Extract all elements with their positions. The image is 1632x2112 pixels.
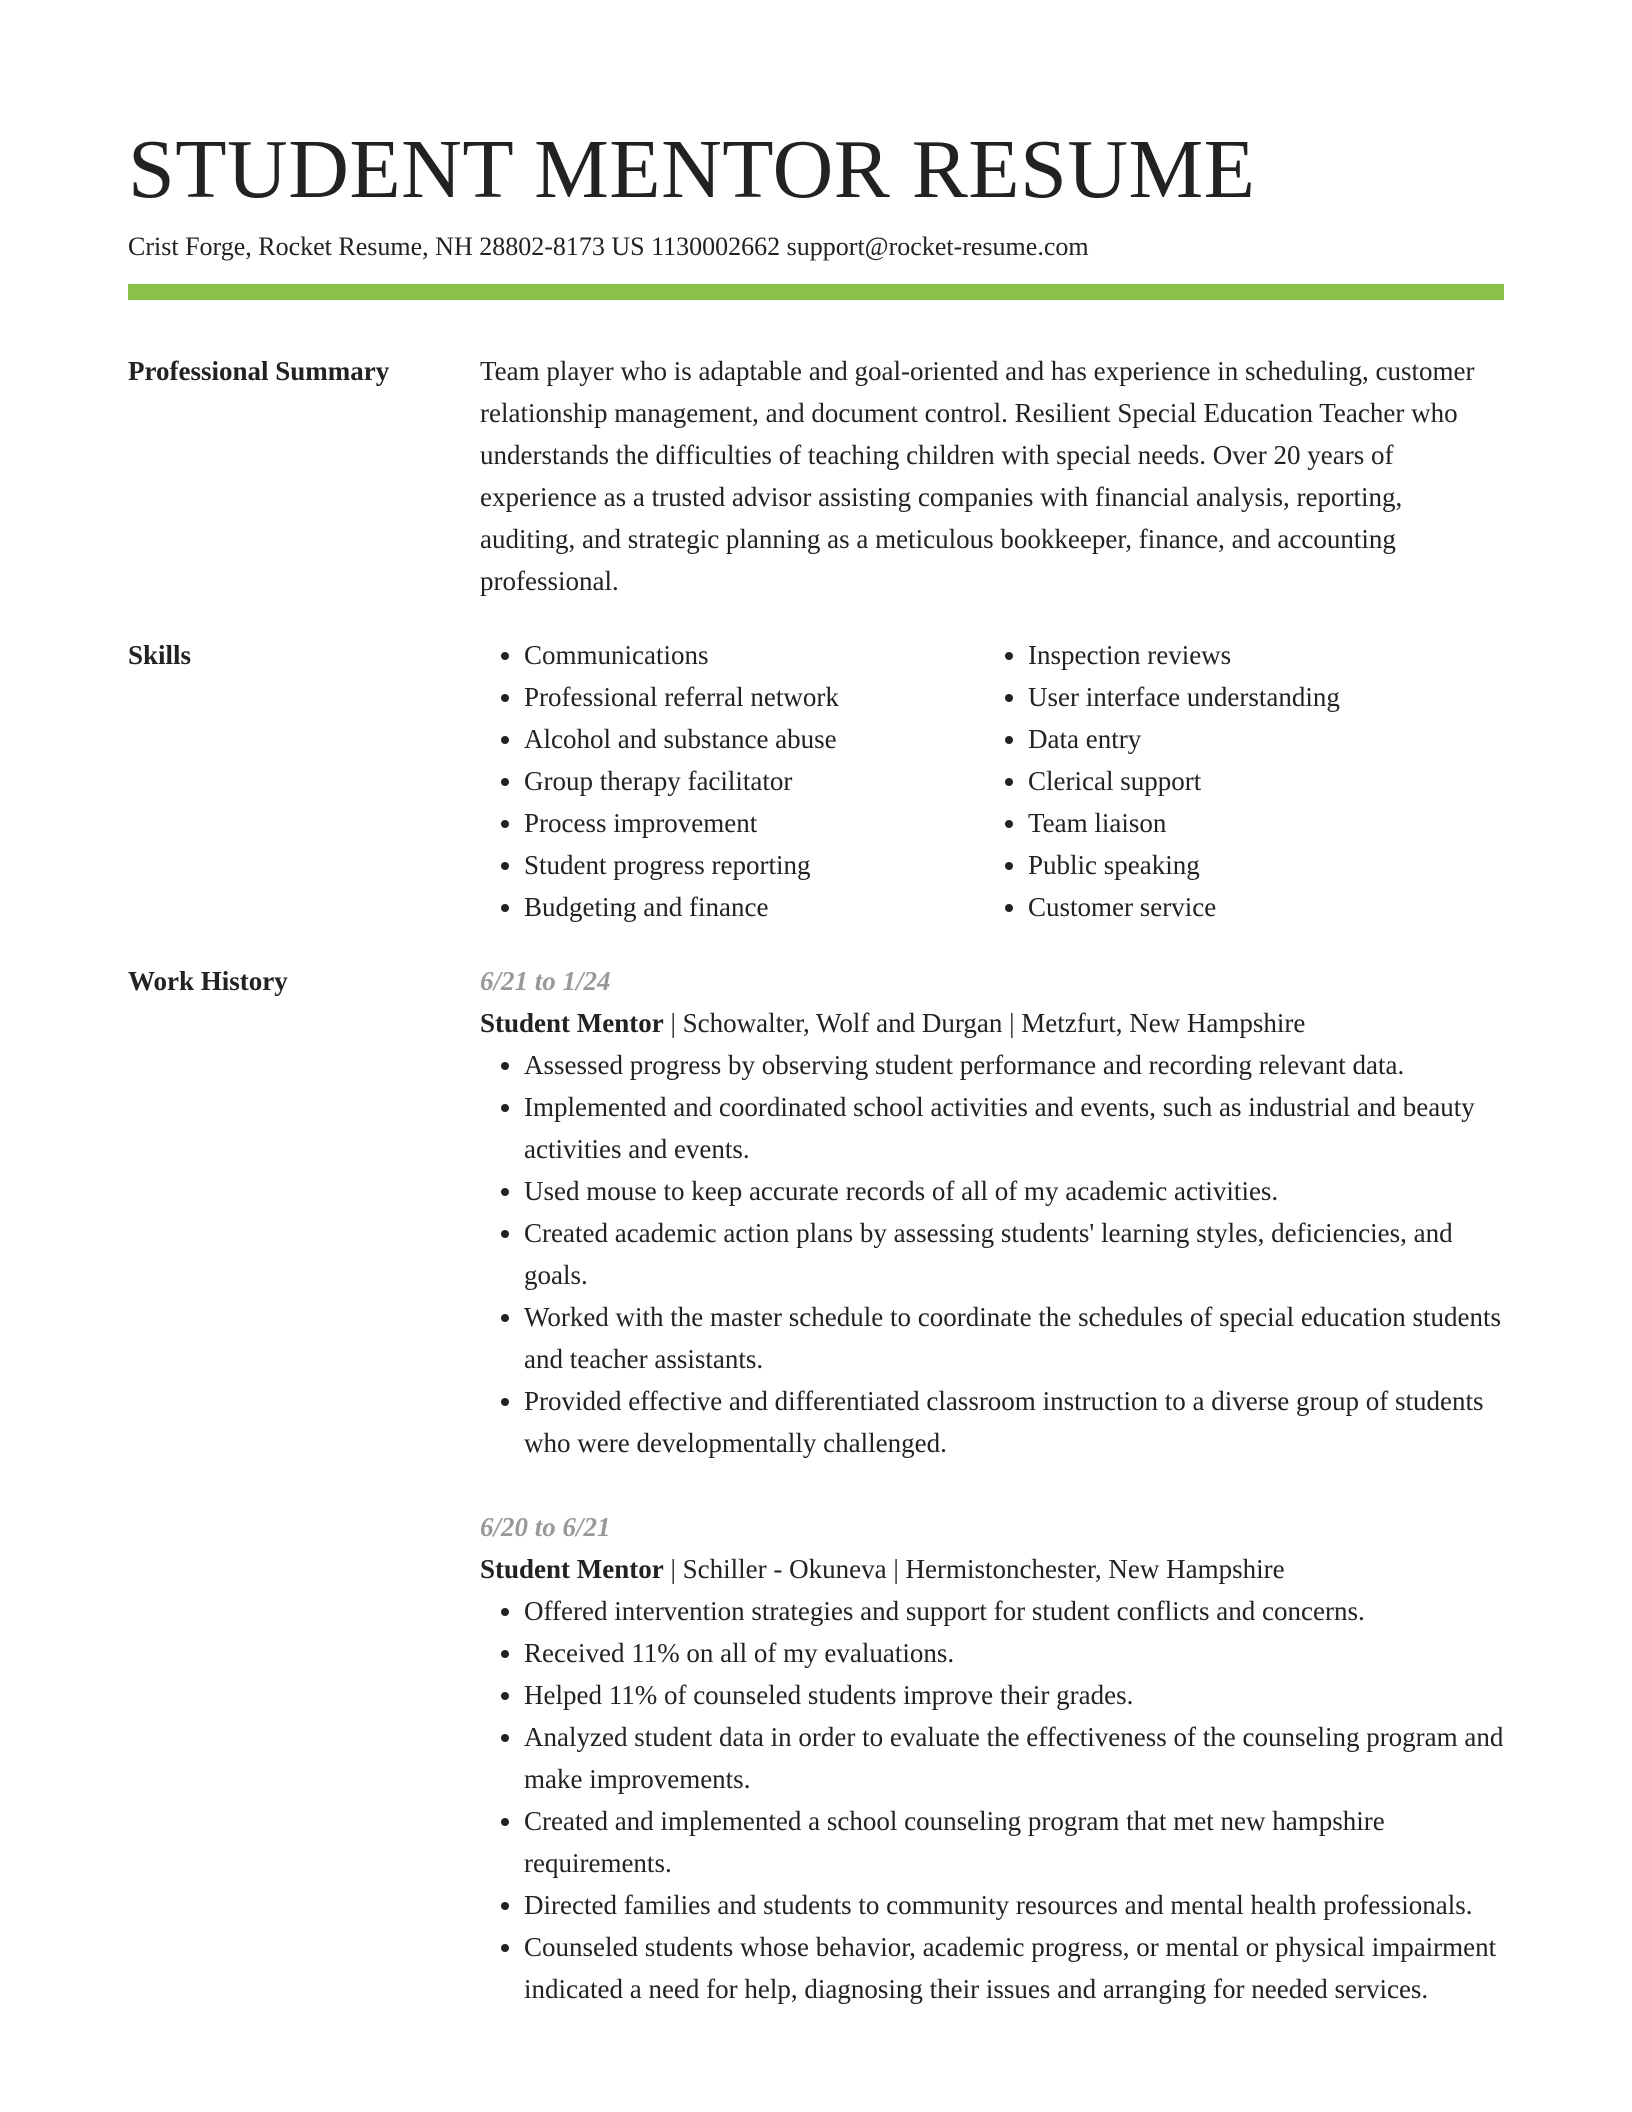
contact-address: Crist Forge, Rocket Resume, NH 28802-8173 US	[128, 232, 645, 261]
job-duty-item: • Analyzed student data in order to evaluate the effectiveness of the counseling program and make improvements.	[524, 1716, 1504, 1800]
job-duty-item: • Implemented and coordinated school activities and events, such as industrial and beauty activities and events.	[524, 1086, 1504, 1170]
contact-email[interactable]: support@rocket-resume.com	[786, 232, 1089, 261]
skill-item: • Inspection reviews	[1028, 634, 1488, 676]
skill-item: • Team liaison	[1028, 802, 1488, 844]
skills-columns	[480, 634, 1504, 928]
job-duties-list	[480, 1044, 1504, 1464]
job-duty-item: • Counseled students whose behavior, academic progress, or mental or physical impairment indicated a need for help, diagnosing their issues and arranging for needed services.	[524, 1926, 1504, 2010]
job-entry	[480, 960, 1504, 1464]
resume-page	[128, 120, 1504, 2010]
job-role-line	[480, 1548, 1504, 1590]
job-duties-list	[480, 1590, 1504, 2010]
job-duty-item: • Directed families and students to community resources and mental health professionals.	[524, 1884, 1504, 1926]
skill-item: • Professional referral network	[524, 676, 984, 718]
job-title: Student Mentor	[480, 1008, 664, 1038]
resume-title: STUDENT MENTOR RESUME	[128, 123, 1256, 216]
jobs-list	[480, 960, 1504, 2010]
job-role-line	[480, 1002, 1504, 1044]
job-dates: 6/20 to 6/21	[480, 1512, 611, 1542]
job-duty-item: • Offered intervention strategies and support for student conflicts and concerns.	[524, 1590, 1504, 1632]
skills-section	[128, 634, 1504, 928]
job-duty-item: • Assessed progress by observing student performance and recording relevant data.	[524, 1044, 1504, 1086]
summary-heading: Professional Summary	[128, 356, 390, 386]
skill-item: • Process improvement	[524, 802, 984, 844]
job-duty-item: • Used mouse to keep accurate records of all of my academic activities.	[524, 1170, 1504, 1212]
job-dates: 6/21 to 1/24	[480, 966, 611, 996]
job-employer-location: | Schiller - Okuneva | Hermistonchester, New Hampshire	[670, 1554, 1285, 1584]
skill-item: • User interface understanding	[1028, 676, 1488, 718]
job-entry	[480, 1506, 1504, 2010]
skills-list-right	[984, 634, 1488, 928]
work-history-heading: Work History	[128, 966, 288, 996]
summary-section	[128, 350, 1504, 602]
skills-list-left	[480, 634, 984, 928]
job-duty-item: • Helped 11% of counseled students improve their grades.	[524, 1674, 1504, 1716]
skill-item: • Budgeting and finance	[524, 886, 984, 928]
job-duty-item: • Provided effective and differentiated classroom instruction to a diverse group of students who were developmentally challenged.	[524, 1380, 1504, 1464]
job-title: Student Mentor	[480, 1554, 664, 1584]
skill-item: • Group therapy facilitator	[524, 760, 984, 802]
job-duty-item: • Created and implemented a school counseling program that met new hampshire requirements.	[524, 1800, 1504, 1884]
job-duty-item: • Worked with the master schedule to coordinate the schedules of special education students and teacher assistants.	[524, 1296, 1504, 1380]
contact-line	[128, 230, 1504, 264]
skill-item: • Communications	[524, 634, 984, 676]
contact-phone: 1130002662	[651, 232, 781, 261]
skills-heading: Skills	[128, 640, 192, 670]
skill-item: • Customer service	[1028, 886, 1488, 928]
skill-item: • Data entry	[1028, 718, 1488, 760]
job-employer-location: | Schowalter, Wolf and Durgan | Metzfurt, New Hampshire	[670, 1008, 1306, 1038]
summary-text: Team player who is adaptable and goal-oriented and has experience in scheduling, customer relationship management, and document control. Resilient Special Education Teacher who understands the difficulties of teaching children with special needs. Over 20 years of experience as a trusted advisor assisting companies with financial analysis, reporting, auditing, and strategic planning as a meticulous bookkeeper, finance, and accounting professional.	[480, 356, 1475, 596]
skill-item: • Alcohol and substance abuse	[524, 718, 984, 760]
job-duty-item: • Received 11% on all of my evaluations.	[524, 1632, 1504, 1674]
skill-item: • Clerical support	[1028, 760, 1488, 802]
job-duty-item: • Created academic action plans by assessing students' learning styles, deficiencies, and goals.	[524, 1212, 1504, 1296]
accent-divider	[128, 284, 1504, 300]
work-history-section	[128, 960, 1504, 2010]
skill-item: • Student progress reporting	[524, 844, 984, 886]
skill-item: • Public speaking	[1028, 844, 1488, 886]
